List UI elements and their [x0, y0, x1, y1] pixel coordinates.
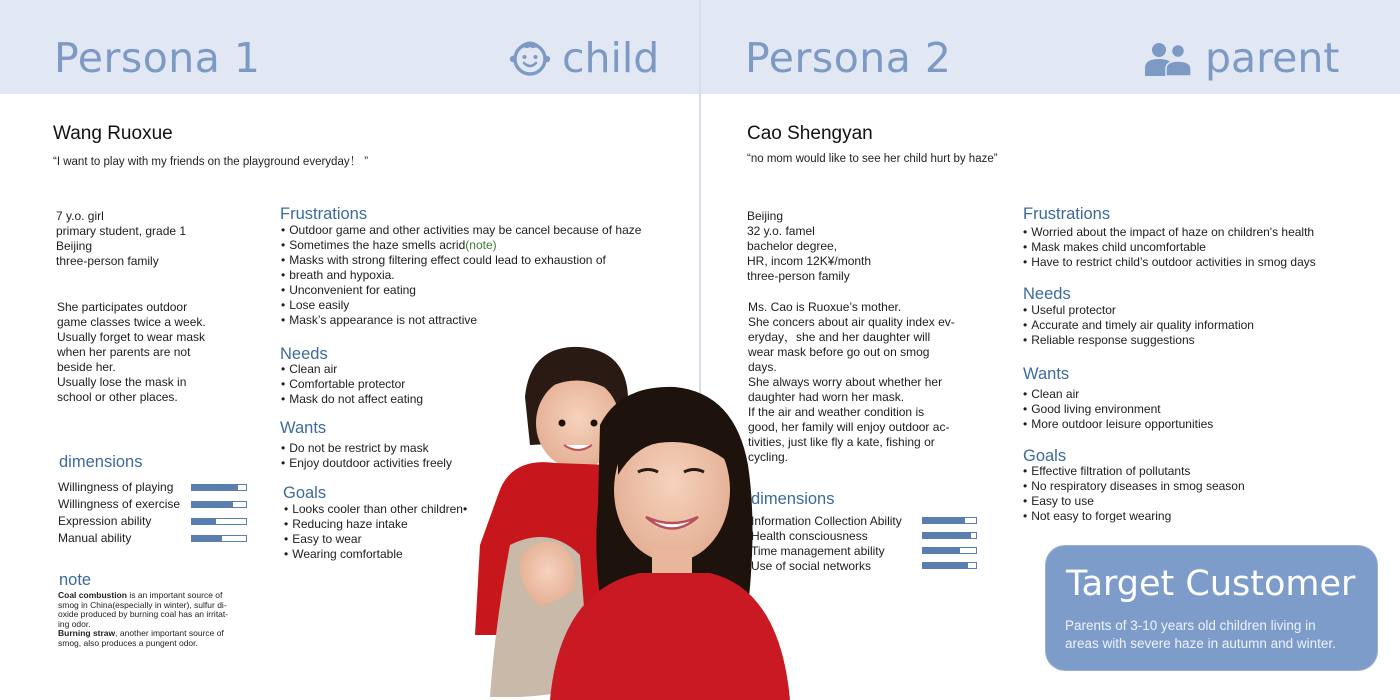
dimension-bar [922, 562, 977, 569]
profile-line: Beijing [56, 239, 93, 253]
persona2-quote: “no mom would like to see her child hurt by haze” [747, 153, 998, 165]
dimension-label: Health consciousness [751, 529, 868, 543]
persona1-title: Persona 1 [54, 34, 261, 82]
profile-line: 32 y.o. famel [747, 224, 815, 238]
note-bold-straw: Burning straw [58, 628, 116, 639]
note-text: oxide produced by burning coal has an irritat- [58, 609, 229, 620]
persona2-wants [1023, 387, 1213, 432]
list-item: • Clean air [281, 362, 423, 377]
persona2-goals-title: Goals [1023, 447, 1067, 465]
list-item: • Lose easily [281, 298, 641, 313]
list-item: • Effective filtration of pollutants [1023, 464, 1245, 479]
list-item: • Mask makes child uncomfortable [1023, 240, 1316, 255]
list-item: • Unconvenient for eating [281, 283, 641, 298]
profile-line: HR, incom 12K¥/month [747, 254, 872, 268]
persona2-name: Cao Shengyan [747, 123, 873, 144]
persona1-needs [281, 362, 423, 407]
persona1-name: Wang Ruoxue [53, 123, 173, 144]
bio-line: She participates outdoor [57, 300, 188, 314]
target-desc-line: areas with severe haze in autumn and winter. [1065, 636, 1336, 651]
bio-line: She concers about air quality index ev- [748, 315, 955, 329]
bio-line: eryday，she and her daughter will [748, 330, 931, 344]
bio-line: She always worry about whether her [748, 375, 943, 389]
persona2-goals [1023, 464, 1245, 524]
note-text: smog, also produces a pungent odor. [58, 637, 198, 648]
dimension-bar-fill [192, 536, 222, 541]
dimension-bar [191, 484, 247, 491]
note-link[interactable]: (note) [465, 238, 497, 252]
persona1-note-text [58, 591, 248, 649]
bio-line: tivities, just like fly a kate, fishing or [748, 435, 935, 449]
list-item: • No respiratory diseases in smog season [1023, 479, 1245, 494]
persona1-needs-title: Needs [280, 345, 328, 363]
list-item: • Reliable response suggestions [1023, 333, 1254, 348]
note-bold-coal: Coal combustion [58, 590, 127, 600]
list-item: • Wearing comfortable [284, 547, 467, 562]
persona2-frustrations-title: Frustrations [1023, 205, 1111, 223]
persona2-dimensions-title: dimensions [751, 490, 835, 508]
list-item: • Comfortable protector [281, 377, 423, 392]
target-customer-title: Target Customer [1066, 564, 1356, 604]
dimension-bar-fill [923, 533, 971, 538]
persona2-needs [1023, 303, 1254, 348]
list-item: • Easy to wear [284, 532, 467, 547]
note-text: is an important source of [126, 590, 223, 600]
dimension-bar [922, 532, 977, 539]
profile-line: primary student, grade 1 [56, 224, 187, 238]
list-item-text: Sometimes the haze smells acrid [289, 238, 466, 252]
dimension-label: Use of social networks [751, 559, 872, 573]
dimension-bar [922, 517, 977, 524]
parent-users-icon [1145, 40, 1191, 76]
persona2-needs-title: Needs [1023, 285, 1071, 303]
persona1-goals [284, 502, 467, 562]
list-item: • Clean air [1023, 387, 1213, 402]
list-item: • Good living environment [1023, 402, 1213, 417]
target-desc-line: Parents of 3-10 years old children living in [1065, 618, 1316, 633]
persona1-profile [56, 209, 186, 269]
persona1-frustrations-title: Frustrations [280, 205, 368, 223]
bio-line: Usually lose the mask in [57, 375, 187, 389]
profile-line: Beijing [747, 209, 784, 223]
dimension-bar-fill [923, 518, 965, 523]
list-item: • Easy to use [1023, 494, 1245, 509]
persona1-dimensions-title: dimensions [59, 453, 143, 471]
list-item-continuation: • breath and hypoxia. [281, 268, 641, 283]
dimension-bar-fill [192, 485, 238, 490]
persona2-title: Persona 2 [745, 34, 952, 82]
bio-line: days. [748, 360, 777, 374]
persona2-bio [748, 300, 955, 465]
profile-line: bachelor degree, [747, 239, 838, 253]
bio-line: beside her. [57, 360, 116, 374]
dimension-bar [191, 535, 247, 542]
list-item: • Reducing haze intake [284, 517, 467, 532]
list-item: • Enjoy doutdoor activities freely [281, 456, 452, 471]
bio-line: daughter had worn her mask. [748, 390, 905, 404]
dimension-bar-fill [923, 548, 960, 553]
persona2-role: parent [1205, 34, 1340, 82]
persona1-wants [281, 441, 452, 471]
list-item: • Accurate and timely air quality information [1023, 318, 1254, 333]
persona2-wants-title: Wants [1023, 365, 1070, 383]
persona2-frustrations [1023, 225, 1316, 270]
note-text: smog in China(especially in winter), sulfur di- [58, 599, 227, 610]
bio-line: Usually forget to wear mask [57, 330, 206, 344]
dimension-label: Information Collection Ability [751, 514, 902, 528]
dimension-label: Manual ability [58, 531, 132, 545]
bio-line: If the air and weather condition is [748, 405, 925, 419]
target-customer-desc [1065, 617, 1336, 653]
list-item: • Do not be restrict by mask [281, 441, 452, 456]
bio-line: when her parents are not [57, 345, 191, 359]
dimension-bar-fill [923, 563, 968, 568]
bio-line: Ms. Cao is Ruoxue’s mother. [748, 300, 902, 314]
list-item: • Useful protector [1023, 303, 1254, 318]
persona1-frustrations [281, 223, 641, 328]
target-customer-card [1046, 546, 1377, 670]
list-item: • Mask’s appearance is not attractive [281, 313, 641, 328]
note-text: , another important source of [115, 628, 224, 639]
persona1-note-title: note [59, 571, 92, 589]
bio-line: wear mask before go out on smog [748, 345, 930, 359]
list-item: • Outdoor game and other activities may be cancel because of haze [281, 223, 641, 238]
child-face-icon [507, 36, 553, 78]
dimension-bar-fill [192, 502, 233, 507]
profile-line: three-person family [56, 254, 159, 268]
profile-line: three-person family [747, 269, 850, 283]
dimension-bar [922, 547, 977, 554]
list-item: • Looks cooler than other children• [284, 502, 467, 517]
dimension-label: Time management ability [751, 544, 885, 558]
list-item: • Have to restrict child’s outdoor activities in smog days [1023, 255, 1316, 270]
persona1-role: child [562, 34, 660, 82]
dimension-label: Willingness of exercise [58, 497, 181, 511]
persona1-quote: “I want to play with my friends on the playground everyday！ ” [53, 156, 369, 168]
dimension-bar-fill [192, 519, 216, 524]
bio-line: game classes twice a week. [57, 315, 206, 329]
list-item: • Worried about the impact of haze on children's health [1023, 225, 1316, 240]
bio-line: cycling. [748, 450, 789, 464]
list-item: • Masks with strong filtering effect could lead to exhaustion of [281, 253, 641, 268]
persona1-goals-title: Goals [283, 484, 327, 502]
persona2-profile [747, 209, 871, 284]
dimension-bar [191, 501, 247, 508]
note-text: ing odor. [58, 618, 91, 629]
dimension-label: Willingness of playing [58, 480, 174, 494]
profile-line: 7 y.o. girl [56, 209, 104, 223]
list-item: • Mask do not affect eating [281, 392, 423, 407]
persona1-wants-title: Wants [280, 419, 327, 437]
dimension-bar [191, 518, 247, 525]
persona1-bio [57, 300, 206, 405]
list-item [281, 238, 641, 253]
list-item: • More outdoor leisure opportunities [1023, 417, 1213, 432]
bio-line: school or other places. [57, 390, 178, 404]
list-item: • Not easy to forget wearing [1023, 509, 1245, 524]
bio-line: good, her family will enjoy outdoor ac- [748, 420, 950, 434]
dimension-label: Expression ability [58, 514, 152, 528]
